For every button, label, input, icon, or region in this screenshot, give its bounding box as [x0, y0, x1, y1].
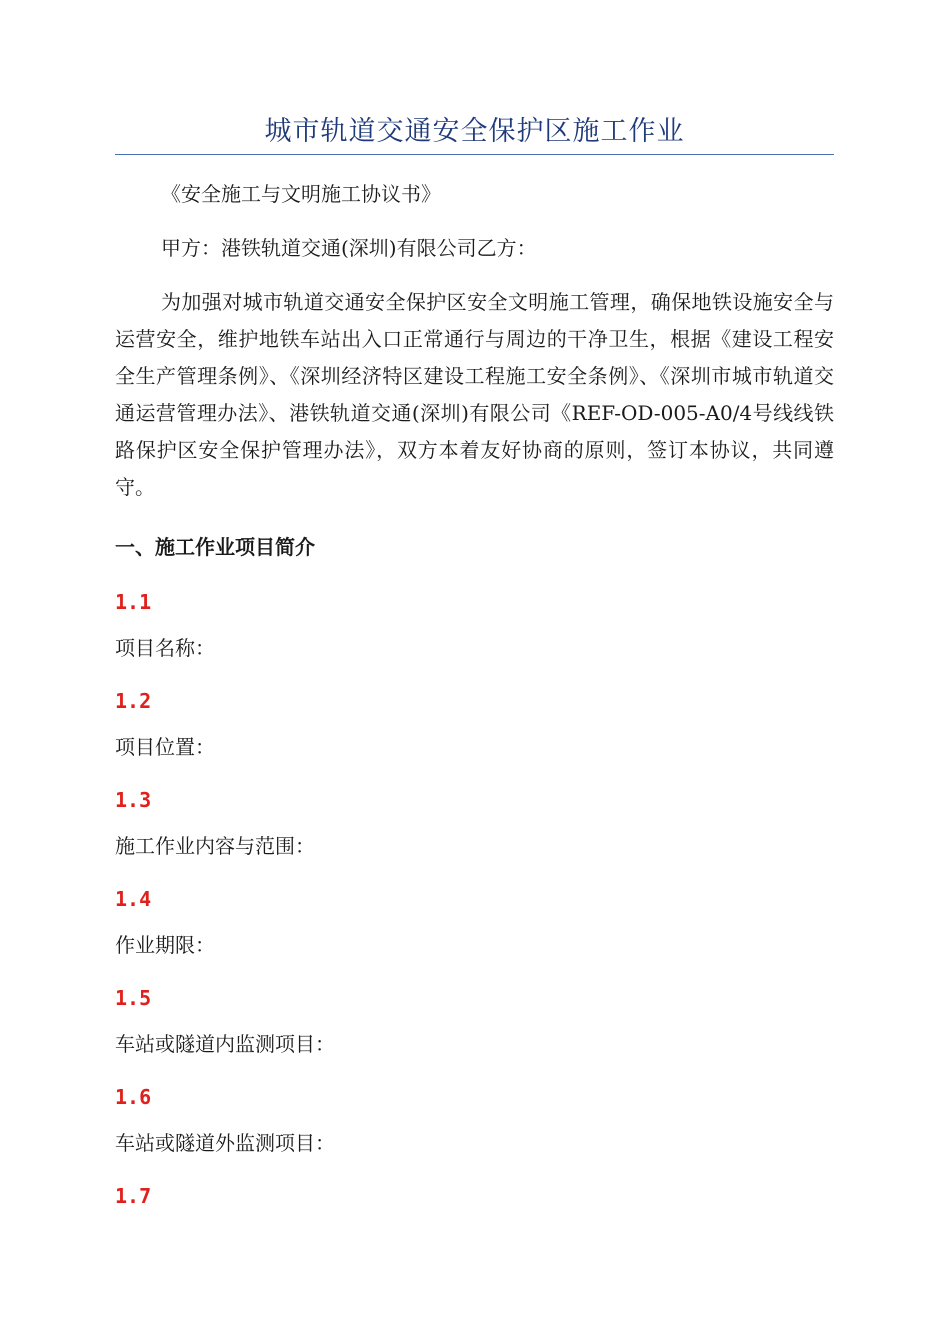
item-label: 作业期限： [115, 933, 215, 957]
item-number: 1.2 [115, 689, 152, 713]
agreement-name: 《安全施工与文明施工协议书》 [161, 182, 441, 206]
document-title: 城市轨道交通安全保护区施工作业 [264, 116, 685, 147]
item-number: 1.7 [115, 1184, 152, 1208]
section-heading: 一、施工作业项目简介 [115, 535, 315, 559]
item-label: 项目位置： [115, 735, 215, 759]
parties-line: 甲方：港铁轨道交通(深圳)有限公司乙方： [161, 236, 537, 260]
item-number: 1.3 [115, 788, 152, 812]
title-underline [115, 154, 834, 155]
item-label: 车站或隧道外监测项目： [115, 1131, 335, 1155]
intro-paragraph: 为加强对城市轨道交通安全保护区安全文明施工管理，确保地铁设施安全与运营安全，维护地铁车站出入口正常通行与周边的干净卫生，根据《建设工程安全生产管理条例》、《深圳经济特区建设工程施工安全条例》、《深圳市城市轨道交通运营管理办法》、港铁轨道交通(深圳)有限公司《REF-OD-005-A0/4号线线铁路保护区安全保护管理办法》，双方本着友好协商的原则，签订本协议，共同遵守。 [115, 290, 834, 499]
item-number: 1.4 [115, 887, 152, 911]
item-number: 1.1 [115, 590, 152, 614]
item-label: 施工作业内容与范围： [115, 834, 315, 858]
item-label: 车站或隧道内监测项目： [115, 1032, 335, 1056]
item-number: 1.6 [115, 1085, 152, 1109]
item-number: 1.5 [115, 986, 152, 1010]
item-label: 项目名称： [115, 636, 215, 660]
